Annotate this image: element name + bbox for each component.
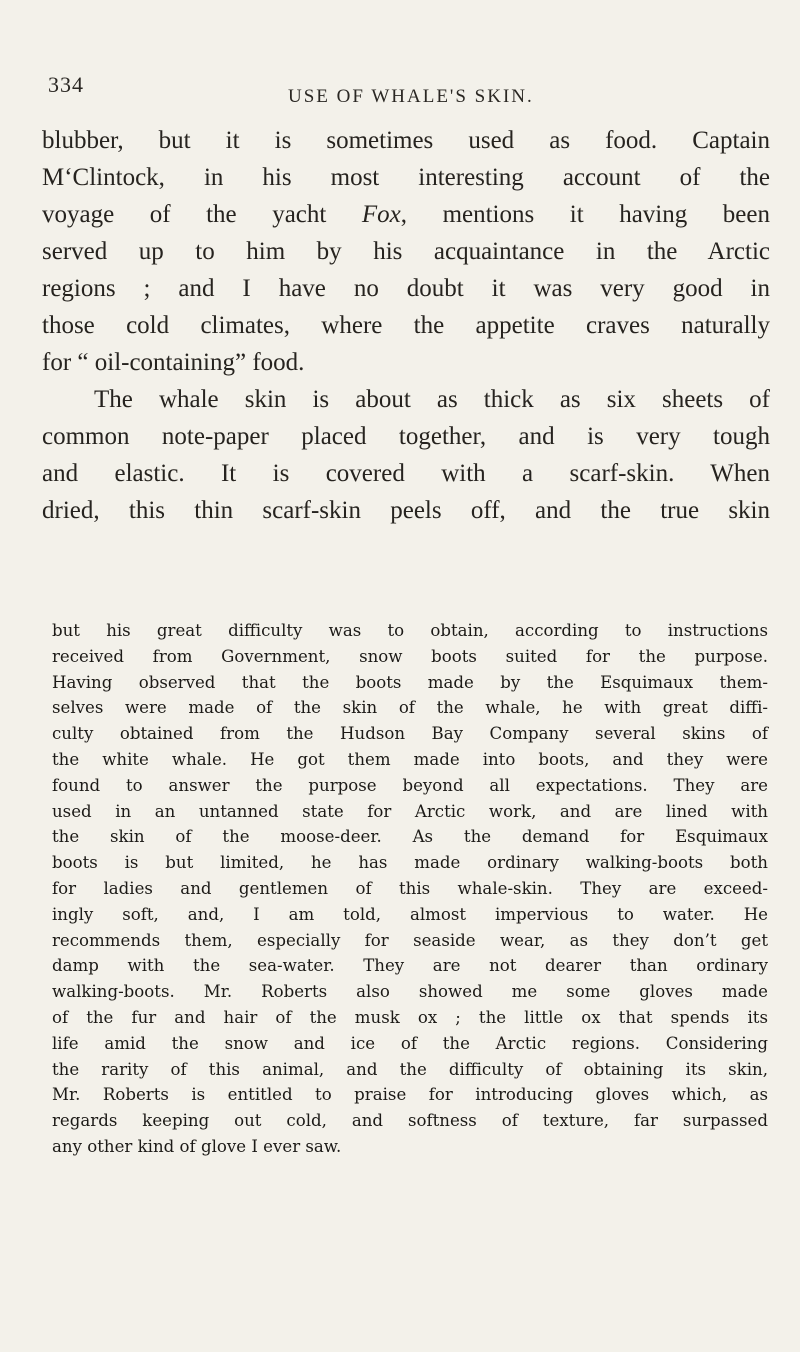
running-head: USE OF WHALE'S SKIN. <box>288 86 534 107</box>
footnote-line: regards keeping out cold, and softness of texture, far surpassed <box>52 1111 768 1131</box>
footnote-line: of the fur and hair of the musk ox ; the little ox that spends its <box>52 1007 768 1027</box>
footnote-line: damp with the sea-water. They are not dearer than ordinary <box>52 956 768 976</box>
footnote-line: but his great difficulty was to obtain, according to instructions <box>52 621 768 640</box>
footnote-line: recommends them, especially for seaside wear, as they don’t get <box>52 930 768 950</box>
footnote-line: used in an untanned state for Arctic work, and are lined with <box>52 801 768 821</box>
text-line: for “ oil-containing” food. <box>42 349 305 376</box>
text-line: voyage of the yacht Fox, mentions it having been <box>42 201 770 228</box>
page-number: 334 <box>48 72 84 97</box>
footnote-line: found to answer the purpose beyond all expectations. They are <box>52 775 768 795</box>
footnote-line: received from Government, snow boots suited for the purpose. <box>52 646 768 666</box>
footnote-block <box>52 618 768 1160</box>
main-text-block <box>42 122 770 529</box>
text-line: those cold climates, where the appetite craves naturally <box>42 312 770 339</box>
footnote-line: life amid the snow and ice of the Arctic regions. Considering <box>52 1033 768 1053</box>
footnote-line: selves were made of the skin of the whale, he with great diffi- <box>52 698 768 718</box>
footnote-line: ingly soft, and, I am told, almost impervious to water. He <box>52 904 768 924</box>
footnote-line: culty obtained from the Hudson Bay Company several skins of <box>52 724 768 744</box>
text-line: blubber, but it is sometimes used as food. Captain <box>42 127 770 154</box>
page-header <box>48 72 768 112</box>
footnote-line: for ladies and gentlemen of this whale-skin. They are exceed- <box>52 878 768 898</box>
footnote-line: the skin of the moose-deer. As the demand for Esquimaux <box>52 827 768 847</box>
footnote-line: any other kind of glove I ever saw. <box>52 1136 342 1156</box>
text-line: and elastic. It is covered with a scarf-skin. When <box>42 460 770 487</box>
text-line: M‘Clintock, in his most interesting account of the <box>42 164 770 191</box>
footnote-line: walking-boots. Mr. Roberts also showed me some gloves made <box>52 982 768 1002</box>
text-line: The whale skin is about as thick as six sheets of <box>94 386 770 413</box>
footnote-line: boots is but limited, he has made ordinary walking-boots both <box>52 853 768 873</box>
footnote-line: Mr. Roberts is entitled to praise for introducing gloves which, as <box>52 1085 768 1105</box>
text-line: common note-paper placed together, and is very tough <box>42 423 770 450</box>
footnote-line: Having observed that the boots made by the Esquimaux them- <box>52 672 768 692</box>
ship-name: Fox <box>361 201 401 228</box>
text-line: served up to him by his acquaintance in the Arctic <box>42 238 770 265</box>
text-line: regions ; and I have no doubt it was very good in <box>42 275 770 302</box>
footnote-line: the white whale. He got them made into boots, and they were <box>52 749 768 769</box>
footnote-line: the rarity of this animal, and the difficulty of obtaining its skin, <box>52 1059 768 1079</box>
text-line: dried, this thin scarf-skin peels off, and the true skin <box>42 497 770 524</box>
